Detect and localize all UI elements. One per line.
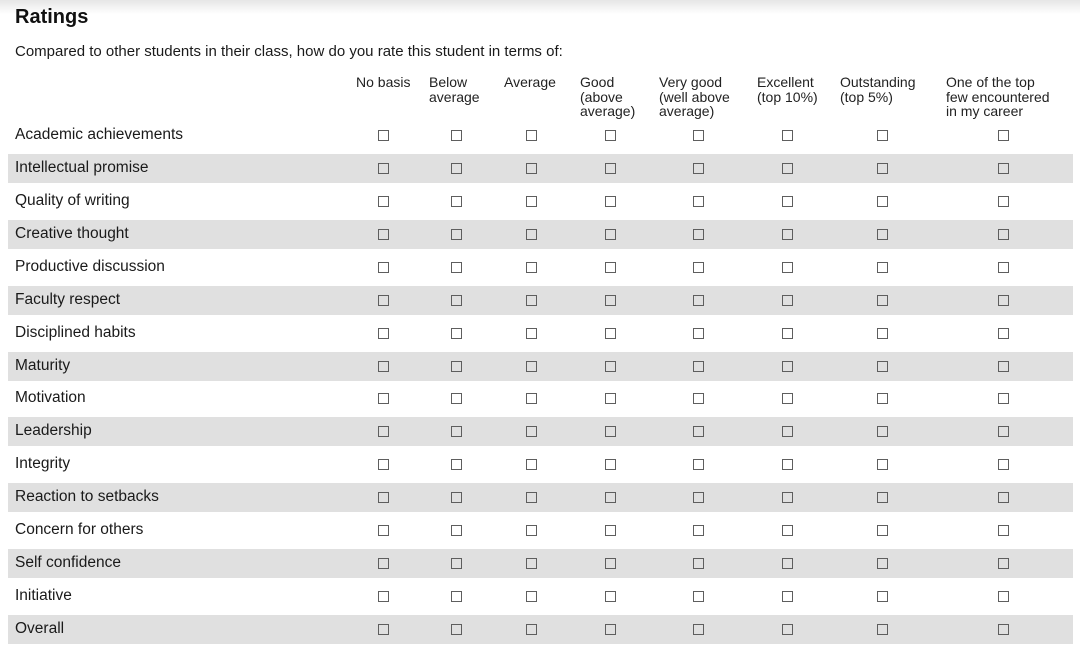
rating-checkbox-icon[interactable] <box>526 361 537 372</box>
rating-checkbox-icon[interactable] <box>693 196 704 207</box>
rating-checkbox-icon[interactable] <box>526 163 537 174</box>
rating-checkbox-icon[interactable] <box>782 459 793 470</box>
row-label: Intellectual promise <box>15 159 149 176</box>
section-title: Ratings <box>15 6 89 28</box>
column-header-7: Outstanding (top 5%) <box>840 74 916 105</box>
rating-checkbox-icon[interactable] <box>877 163 888 174</box>
rating-checkbox-icon[interactable] <box>782 591 793 602</box>
rating-checkbox-icon[interactable] <box>378 459 389 470</box>
rating-checkbox-icon[interactable] <box>605 591 616 602</box>
rating-checkbox-icon[interactable] <box>451 624 462 635</box>
rating-row <box>8 582 1073 611</box>
rating-row <box>8 417 1073 446</box>
rating-checkbox-icon[interactable] <box>998 361 1009 372</box>
rating-checkbox-icon[interactable] <box>526 525 537 536</box>
rating-checkbox-icon[interactable] <box>605 130 616 141</box>
rating-checkbox-icon[interactable] <box>526 459 537 470</box>
row-label: Integrity <box>15 455 71 472</box>
rating-checkbox-icon[interactable] <box>378 295 389 306</box>
rating-checkbox-icon[interactable] <box>877 459 888 470</box>
rating-checkbox-icon[interactable] <box>526 492 537 503</box>
rating-row <box>8 483 1073 512</box>
rating-checkbox-icon[interactable] <box>998 328 1009 339</box>
rating-checkbox-icon[interactable] <box>605 163 616 174</box>
rating-checkbox-icon[interactable] <box>526 262 537 273</box>
rating-checkbox-icon[interactable] <box>877 393 888 404</box>
rating-row <box>8 154 1073 183</box>
row-label: Overall <box>15 620 65 637</box>
rating-checkbox-icon[interactable] <box>605 426 616 437</box>
rating-checkbox-icon[interactable] <box>526 130 537 141</box>
rating-checkbox-icon[interactable] <box>877 130 888 141</box>
rating-row <box>8 450 1073 479</box>
rating-checkbox-icon[interactable] <box>877 196 888 207</box>
rating-row <box>8 187 1073 216</box>
column-header-6: Excellent (top 10%) <box>757 74 818 105</box>
rating-checkbox-icon[interactable] <box>378 558 389 569</box>
rating-checkbox-icon[interactable] <box>605 492 616 503</box>
rating-checkbox-icon[interactable] <box>782 229 793 240</box>
rating-checkbox-icon[interactable] <box>526 229 537 240</box>
row-label: Self confidence <box>15 554 121 571</box>
row-label: Concern for others <box>15 521 144 538</box>
column-header-8: One of the top few encountered in my career <box>946 74 1050 119</box>
rating-checkbox-icon[interactable] <box>605 525 616 536</box>
rating-checkbox-icon[interactable] <box>378 328 389 339</box>
rating-row <box>8 286 1073 315</box>
rating-checkbox-icon[interactable] <box>451 525 462 536</box>
rating-checkbox-icon[interactable] <box>378 196 389 207</box>
rating-checkbox-icon[interactable] <box>782 295 793 306</box>
rating-checkbox-icon[interactable] <box>998 525 1009 536</box>
rating-checkbox-icon[interactable] <box>877 295 888 306</box>
rating-checkbox-icon[interactable] <box>605 459 616 470</box>
rating-checkbox-icon[interactable] <box>877 591 888 602</box>
rating-checkbox-icon[interactable] <box>693 393 704 404</box>
column-header-4: Good (above average) <box>580 74 636 119</box>
rating-checkbox-icon[interactable] <box>693 328 704 339</box>
row-label: Reaction to setbacks <box>15 488 159 505</box>
column-header-3: Average <box>504 74 556 90</box>
rating-checkbox-icon[interactable] <box>693 426 704 437</box>
rating-checkbox-icon[interactable] <box>378 624 389 635</box>
rating-checkbox-icon[interactable] <box>378 361 389 372</box>
rating-checkbox-icon[interactable] <box>451 130 462 141</box>
rating-checkbox-icon[interactable] <box>693 558 704 569</box>
row-label: Faculty respect <box>15 291 121 308</box>
rating-checkbox-icon[interactable] <box>693 262 704 273</box>
rating-checkbox-icon[interactable] <box>693 459 704 470</box>
rating-checkbox-icon[interactable] <box>782 558 793 569</box>
rating-checkbox-icon[interactable] <box>605 624 616 635</box>
rating-checkbox-icon[interactable] <box>877 492 888 503</box>
rating-checkbox-icon[interactable] <box>782 426 793 437</box>
rating-checkbox-icon[interactable] <box>526 624 537 635</box>
rating-checkbox-icon[interactable] <box>451 328 462 339</box>
rating-checkbox-icon[interactable] <box>451 229 462 240</box>
rating-row <box>8 319 1073 348</box>
rating-checkbox-icon[interactable] <box>451 558 462 569</box>
rating-row <box>8 516 1073 545</box>
rating-checkbox-icon[interactable] <box>998 591 1009 602</box>
rating-checkbox-icon[interactable] <box>451 492 462 503</box>
rating-checkbox-icon[interactable] <box>782 393 793 404</box>
rating-checkbox-icon[interactable] <box>451 262 462 273</box>
rating-checkbox-icon[interactable] <box>526 591 537 602</box>
rating-checkbox-icon[interactable] <box>378 130 389 141</box>
rating-checkbox-icon[interactable] <box>605 229 616 240</box>
rating-checkbox-icon[interactable] <box>998 262 1009 273</box>
rating-checkbox-icon[interactable] <box>998 624 1009 635</box>
row-label: Academic achievements <box>15 126 183 143</box>
row-label: Maturity <box>15 357 71 374</box>
rating-checkbox-icon[interactable] <box>693 624 704 635</box>
rating-prompt: Compared to other students in their class, how do you rate this student in terms of: <box>15 43 563 60</box>
rating-checkbox-icon[interactable] <box>782 130 793 141</box>
rating-checkbox-icon[interactable] <box>782 262 793 273</box>
rating-checkbox-icon[interactable] <box>782 492 793 503</box>
rating-row <box>8 253 1073 282</box>
rating-checkbox-icon[interactable] <box>782 196 793 207</box>
rating-checkbox-icon[interactable] <box>998 558 1009 569</box>
rating-checkbox-icon[interactable] <box>998 393 1009 404</box>
rating-checkbox-icon[interactable] <box>782 328 793 339</box>
rating-checkbox-icon[interactable] <box>378 393 389 404</box>
rating-row <box>8 384 1073 413</box>
rating-checkbox-icon[interactable] <box>782 163 793 174</box>
rating-checkbox-icon[interactable] <box>782 361 793 372</box>
rating-checkbox-icon[interactable] <box>451 591 462 602</box>
rating-row <box>8 121 1073 150</box>
rating-checkbox-icon[interactable] <box>998 196 1009 207</box>
rating-checkbox-icon[interactable] <box>378 591 389 602</box>
rating-row <box>8 615 1073 644</box>
rating-checkbox-icon[interactable] <box>782 624 793 635</box>
rating-checkbox-icon[interactable] <box>605 361 616 372</box>
rating-checkbox-icon[interactable] <box>378 426 389 437</box>
rating-checkbox-icon[interactable] <box>605 262 616 273</box>
rating-checkbox-icon[interactable] <box>877 262 888 273</box>
rating-checkbox-icon[interactable] <box>451 295 462 306</box>
rating-checkbox-icon[interactable] <box>605 196 616 207</box>
rating-checkbox-icon[interactable] <box>451 361 462 372</box>
column-header-1: No basis <box>356 74 411 90</box>
top-shadow <box>0 0 1080 14</box>
rating-checkbox-icon[interactable] <box>782 525 793 536</box>
row-label: Leadership <box>15 422 92 439</box>
rating-checkbox-icon[interactable] <box>526 295 537 306</box>
rating-checkbox-icon[interactable] <box>693 492 704 503</box>
rating-checkbox-icon[interactable] <box>378 262 389 273</box>
rating-checkbox-icon[interactable] <box>526 558 537 569</box>
rating-checkbox-icon[interactable] <box>877 361 888 372</box>
rating-checkbox-icon[interactable] <box>526 328 537 339</box>
rating-checkbox-icon[interactable] <box>526 426 537 437</box>
row-label: Motivation <box>15 389 86 406</box>
rating-checkbox-icon[interactable] <box>877 558 888 569</box>
rating-checkbox-icon[interactable] <box>378 229 389 240</box>
rating-checkbox-icon[interactable] <box>693 295 704 306</box>
rating-checkbox-icon[interactable] <box>877 229 888 240</box>
rating-checkbox-icon[interactable] <box>605 558 616 569</box>
rating-checkbox-icon[interactable] <box>451 163 462 174</box>
rating-checkbox-icon[interactable] <box>378 163 389 174</box>
row-label: Disciplined habits <box>15 324 136 341</box>
rating-checkbox-icon[interactable] <box>605 328 616 339</box>
rating-checkbox-icon[interactable] <box>877 525 888 536</box>
column-header-5: Very good (well above average) <box>659 74 730 119</box>
rating-checkbox-icon[interactable] <box>693 229 704 240</box>
rating-checkbox-icon[interactable] <box>605 393 616 404</box>
rating-checkbox-icon[interactable] <box>998 426 1009 437</box>
rating-row <box>8 549 1073 578</box>
row-label: Productive discussion <box>15 258 165 275</box>
rating-checkbox-icon[interactable] <box>998 295 1009 306</box>
rating-checkbox-icon[interactable] <box>378 492 389 503</box>
rating-checkbox-icon[interactable] <box>693 130 704 141</box>
rating-checkbox-icon[interactable] <box>693 525 704 536</box>
rating-checkbox-icon[interactable] <box>526 196 537 207</box>
rating-checkbox-icon[interactable] <box>451 393 462 404</box>
rating-checkbox-icon[interactable] <box>451 196 462 207</box>
rating-checkbox-icon[interactable] <box>526 393 537 404</box>
rating-checkbox-icon[interactable] <box>693 591 704 602</box>
rating-checkbox-icon[interactable] <box>877 328 888 339</box>
rating-row <box>8 220 1073 249</box>
rating-checkbox-icon[interactable] <box>693 163 704 174</box>
rating-checkbox-icon[interactable] <box>998 163 1009 174</box>
column-header-2: Below average <box>429 74 480 105</box>
rating-checkbox-icon[interactable] <box>693 361 704 372</box>
rating-checkbox-icon[interactable] <box>998 229 1009 240</box>
rating-checkbox-icon[interactable] <box>451 459 462 470</box>
rating-row <box>8 352 1073 381</box>
rating-checkbox-icon[interactable] <box>877 624 888 635</box>
rating-checkbox-icon[interactable] <box>877 426 888 437</box>
rating-checkbox-icon[interactable] <box>998 130 1009 141</box>
row-label: Creative thought <box>15 225 129 242</box>
rating-checkbox-icon[interactable] <box>998 459 1009 470</box>
row-label: Quality of writing <box>15 192 130 209</box>
rating-checkbox-icon[interactable] <box>451 426 462 437</box>
row-label: Initiative <box>15 587 72 604</box>
rating-checkbox-icon[interactable] <box>605 295 616 306</box>
rating-checkbox-icon[interactable] <box>378 525 389 536</box>
rating-checkbox-icon[interactable] <box>998 492 1009 503</box>
